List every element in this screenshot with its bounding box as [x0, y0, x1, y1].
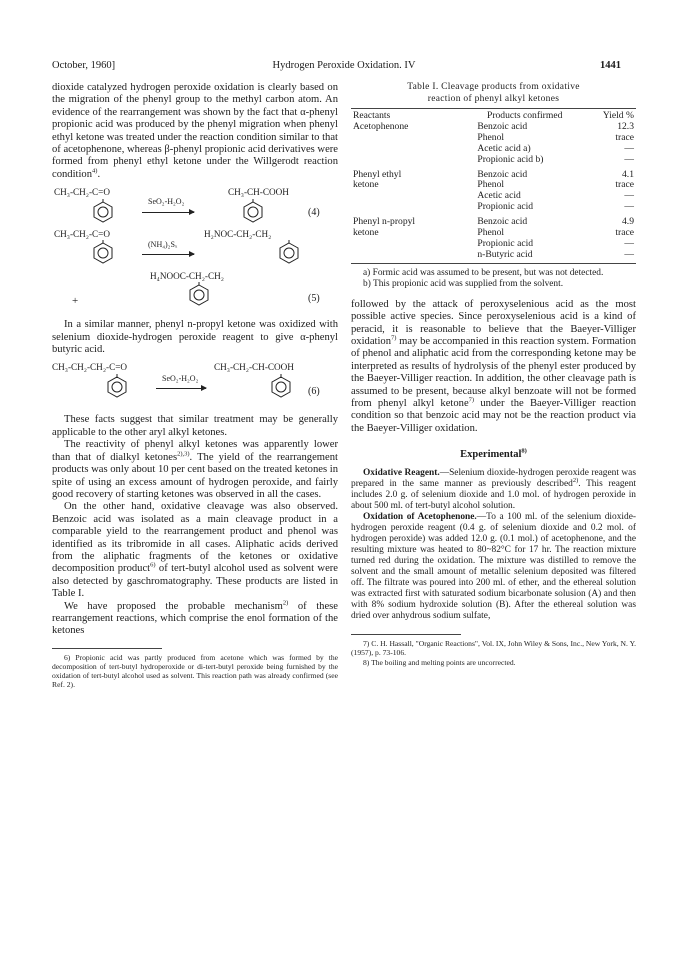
- reactant-cell: Acetophenone: [353, 120, 409, 132]
- right-paragraph-1: followed by the attack of peroxyselenious acid as the most possible active species. Since peroxyselenious acid is a kind of peracid, it is reasonable to believe that the Baeyer-Villiger oxidation$^{7)}$ may be accompanied in this reaction system. Formation of phenol and aliphatic acid from the corresponding ketone may be interpreted as results of hydrolysis of the phenyl ester produced by the Baeyer-Villiger reaction. In addition, the other cleavage path is assumed to be present, because alkyl benzoate will not be formed from phenyl alkyl ketone$^{7)}$ under the Baeyer-Villiger reaction condition so that benzoic acid may not be the reaction product via the Baeyer-Villiger oxidation.: [351, 298, 636, 434]
- equation-number-6: (6): [308, 386, 320, 398]
- scheme5-reagent: (NH₄)₂Sₓ: [148, 240, 178, 250]
- yield-cell: —: [624, 190, 634, 202]
- product-cell: Benzoic acid: [477, 120, 528, 132]
- yield-cell: trace: [615, 179, 634, 191]
- reaction-arrow-icon: [142, 212, 194, 213]
- product-cell: Benzoic acid: [477, 168, 528, 180]
- yield-cell: —: [624, 201, 634, 213]
- left-column: [52, 82, 338, 690]
- reaction-scheme-4-5: [52, 181, 338, 313]
- reactant-cell: [351, 155, 453, 166]
- table-row: [351, 144, 636, 155]
- product-cell: Acetic acid: [477, 190, 521, 202]
- cleavage-products-table: [351, 111, 636, 261]
- benzene-ring-icon: [92, 240, 114, 264]
- reactant-cell: [351, 239, 453, 250]
- acetophenone-oxidation-paragraph: Oxidation of Acetophenone.—To a 100 ml. of the selenium dioxide-hydrogen peroxide reagent (0.4 g. of selenium dioxide and 0.2 mol. of hydrogen peroxide) was added 12.0 g. (0.1 mol.) of acetophenone, and the resulting mixture was heated to 80~82°C for 17 hr. The reaction mixture turned red during the oxidation. The mixture was distilled to remove the solvent and the small amount of metallic selenium deposited was filtered off. The filtrate was poured into 200 ml. of ether, and the ethereal solution was extracted first with saturated sodium bicarbonate solusion (A) and then with 8% sodium hydroxide solution (B). After the ethereal solution was dried over anhydrous sodium sulfate,: [351, 512, 636, 622]
- table-row: [351, 250, 636, 261]
- yield-cell: —: [624, 248, 634, 260]
- reactant-cell: [351, 144, 453, 155]
- experimental-heading: Experimental$^{8)}$: [460, 447, 527, 461]
- yield-cell: —: [624, 142, 634, 154]
- table-top-rule: [351, 108, 636, 109]
- table-bottom-rule: [351, 263, 636, 264]
- benzene-ring-icon: [270, 374, 292, 398]
- yield-cell: 4.1: [622, 168, 634, 180]
- product-cell: Phenol: [477, 227, 505, 239]
- reference-divider: [351, 634, 461, 635]
- table-note-a: a) Formic acid was assumed to be present, but was not detected.: [363, 267, 604, 278]
- footnote-6: 6) Propionic acid was partly produced from acetone which was formed by the decomposition of tert-butyl hydroperoxide or di-tert-butyl peroxide being furnished by the oxidation of tert-butyl alcohol used as solvent. This reaction path was already confirmed (see Ref. 2).: [52, 652, 338, 690]
- left-paragraph-5: On the other hand, oxidative cleavage was also observed. Benzoic acid was isolated as a main cleavage product in a comparable yield to the rearrangement product and phenol was identified as its tribromide in all cases. Aliphatic acids derived from the aliphatic fragments of the ketones or oxidative decomposition product$^{6)}$ of tert-butyl alcohol used as solvent were also detected by gaschromatography. These products are listed in Table I.: [52, 501, 338, 600]
- yield-cell: 12.3: [617, 120, 634, 132]
- equation-number-4: (4): [308, 207, 320, 219]
- yield-cell: trace: [615, 227, 634, 239]
- yield-cell: —: [624, 237, 634, 249]
- left-paragraph-2: In a similar manner, phenyl n-propyl ketone was oxidized with selenium dioxide-hydrogen peroxide reagent to give α-phenyl butyric acid.: [52, 319, 338, 356]
- header-title: Hydrogen Peroxide Oxidation. IV: [272, 60, 416, 71]
- reactant-cell: Phenyl n-propyl: [353, 216, 416, 228]
- product-cell: Propionic acid: [477, 237, 534, 249]
- table-row: [351, 202, 636, 213]
- scheme5-reactant: CH₃-CH₂-C=O: [54, 229, 110, 240]
- scheme5-second-product: H₄NOOC-CH₂-CH₂: [150, 271, 224, 282]
- table-row: [351, 155, 636, 166]
- reaction-arrow-icon: [156, 388, 206, 389]
- product-cell: Propionic acid b): [477, 153, 544, 165]
- plus-sign: +: [72, 295, 79, 308]
- reactant-cell: [351, 133, 453, 144]
- product-cell: Benzoic acid: [477, 216, 528, 228]
- reaction-arrow-icon: [142, 254, 194, 255]
- reaction-scheme-6: [52, 356, 338, 414]
- right-column: [351, 82, 636, 667]
- left-paragraph-4: The reactivity of phenyl alkyl ketones was apparently lower than that of dialkyl ketones$^{2),3)}$. The yield of the rearrangement products was only about 10 per cent based on the treated ketones in spite of using an excess amount of hydrogen peroxide, and fairly good recovery of starting ketones was observed in all the cases.: [52, 439, 338, 500]
- table-caption: Table I. Cleavage products from oxidative reaction of phenyl alkyl ketones: [407, 82, 580, 104]
- reactant-cell: ketone: [353, 227, 379, 239]
- reactant-cell: [351, 191, 453, 202]
- reactant-cell: Phenyl ethyl: [353, 168, 402, 180]
- benzene-ring-icon: [92, 199, 114, 223]
- scheme4-reagent: SeO₂-H₂O₂: [148, 197, 185, 207]
- header-date: October, 1960]: [52, 60, 116, 71]
- left-paragraph-6: We have proposed the probable mechanism$^{2)}$ of these rearrangement reactions, which comprise the enol formation of the ketones: [52, 599, 338, 637]
- product-cell: Phenol: [477, 131, 505, 143]
- left-paragraph-3: These facts suggest that similar treatment may be generally applicable to the other aryl alkyl ketones.: [52, 414, 338, 438]
- product-cell: Phenol: [477, 179, 505, 191]
- scheme6-reagent: SeO₂-H₂O₂: [162, 374, 199, 384]
- equation-number-5: (5): [308, 293, 320, 305]
- product-cell: n-Butyric acid: [477, 248, 533, 260]
- benzene-ring-icon: [242, 199, 264, 223]
- product-cell: Propionic acid: [477, 201, 534, 213]
- reference-8: 8) The boiling and melting points are uncorrected.: [363, 657, 516, 667]
- yield-cell: —: [624, 153, 634, 165]
- yield-cell: trace: [615, 131, 634, 143]
- benzene-ring-icon: [106, 374, 128, 398]
- header-page-number: 1441: [600, 60, 621, 71]
- footnote-divider: [52, 648, 162, 649]
- benzene-ring-icon: [278, 240, 300, 264]
- reference-7: 7) C. H. Hassall, "Organic Reactions", Vol. IX, John Wiley & Sons, Inc., New York, N. Y. (1957), p. 73-106.: [351, 639, 636, 658]
- oxidative-reagent-paragraph: Oxidative Reagent.—Selenium dioxide-hydrogen peroxide reagent was prepared in the same manner as previously described$^{2)}$. This reagent includes 2.0 g. of selenium dioxide and 1.0 mol. of hydrogen peroxide in about 500 ml. of tert-butyl alcohol solution.: [351, 468, 636, 512]
- scheme4-reactant: CH₃-CH₂-C=O: [54, 187, 110, 198]
- scheme4-product: CH₃-CH-COOH: [228, 187, 289, 198]
- reactant-cell: [351, 250, 453, 261]
- benzene-ring-icon: [188, 282, 210, 306]
- scheme5-product: H₂NOC-CH₂-CH₂: [204, 229, 272, 240]
- scheme6-product: CH₃-CH₂-CH-COOH: [214, 362, 294, 373]
- scheme6-reactant: CH₃-CH₂-CH₂-C=O: [52, 362, 128, 373]
- product-cell: Acetic acid a): [477, 142, 531, 154]
- left-paragraph-1: dioxide catalyzed hydrogen peroxide oxidation is clearly based on the migration of the phenyl group to the methyl carbon atom. An evidence of the rearrangement was shown by the fact that α-phenyl propionic acid was produced by the phenyl migration when phenyl ethyl ketone was treated under the reaction condition similar to that of acetophenone, whereas β-phenyl propionic acid derivatives were formed from phenyl ethyl ketone under the Willgerodt reaction condition$^{4)}$.: [52, 82, 339, 180]
- reactant-cell: ketone: [353, 179, 379, 191]
- table-note-b: b) This propionic acid was supplied from the solvent.: [363, 278, 564, 289]
- table-header-row: Reactants Products confirmed Yield %: [353, 110, 634, 121]
- reactant-cell: [351, 202, 453, 213]
- yield-cell: 4.9: [622, 216, 634, 228]
